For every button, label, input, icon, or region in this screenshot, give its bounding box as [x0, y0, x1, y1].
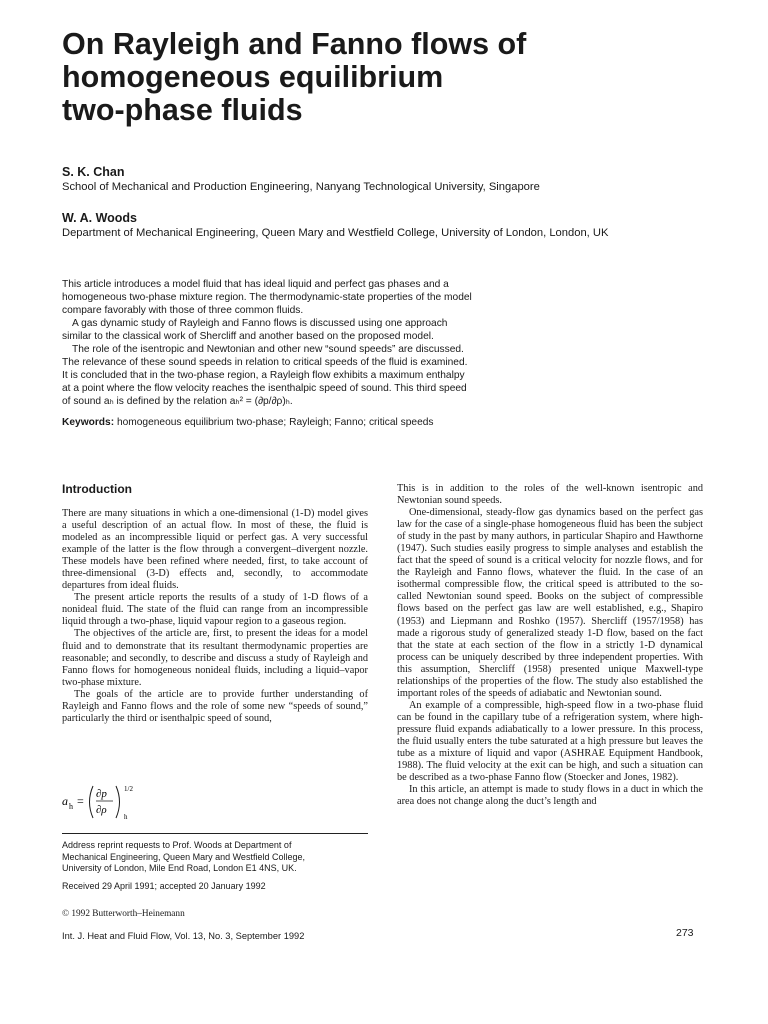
author-affiliation-1: School of Mechanical and Production Engineering, Nanyang Technological University, Singapore	[62, 181, 540, 193]
address-line: Mechanical Engineering, Queen Mary and Westfield College,	[62, 851, 305, 862]
eq-outer-sub: h	[124, 813, 128, 821]
abstract-line: This article introduces a model fluid that has ideal liquid and perfect gas phases and a	[62, 279, 449, 290]
eq-numerator: ∂p	[96, 788, 107, 800]
footnote-rule	[62, 833, 368, 834]
title-line-1: On Rayleigh and Fanno flows of	[62, 27, 527, 61]
eq-equals: =	[77, 794, 84, 808]
abstract-line: similar to the classical work of Shercliff and another based on the proposed model.	[62, 331, 434, 342]
paragraph: One-dimensional, steady-flow gas dynamics based on the perfect gas law for the case of a single-phase homogeneous fluid has been the subject of study in the past by many authors, in particular Shapiro and Hawthorne (1947). Such studies easily progress to simple analyses and establish the fact that the speed of sound is a critical velocity for nozzle flows, and for the Rayleigh and Fanno flows, whatever the fluid. In the case of an isothermal compressible flow, the critical speed is attributed to the so-called Newtonian sound speed. Books on the subject of compressible flows based on the perfect gas law are well established, e.g., Shapiro (1953) and Liepmann and Roshko (1957). Shercliff (1957/1958) has made a rigorous study of generalized steady 1-D flow, based on the fact that the state at each section of the flow in a strictly 1-D dynamical process can be uniquely described by three independent properties. With this assumption, Shercliff (1958) presented unique Maxwell-type relationships of the properties of the flow. The study also established the important roles of the speeds of adiabatic and Newtonian sound.	[397, 507, 703, 699]
title-line-3: two-phase fluids	[62, 93, 303, 127]
eq-lhs: a	[62, 794, 68, 808]
abstract	[62, 278, 702, 408]
footnote	[62, 840, 372, 892]
eq-power: 1/2	[124, 785, 133, 793]
abstract-line: The role of the isentropic and Newtonian and other new “sound speeds” are discussed.	[72, 344, 464, 355]
abstract-line: A gas dynamic study of Rayleigh and Fanno flows is discussed using one approach	[72, 318, 448, 329]
equation-isenthalpic-sound-speed	[62, 782, 182, 825]
paragraph: An example of a compressible, high-speed flow in a two-phase fluid can be found in the capillary tube of a refrigeration system, where high-pressure fluid expands adiabatically to a lower pressure. In this process, the fluid usually enters the tube saturated at a high pressure but leaves the tube as a mixture of liquid and vapor (ASHRAE Equipment Handbook, 1988). The fluid velocity at the exit can be high, and such a situation can be described as a two-phase Fanno flow (Stoecker and Jones, 1982).	[397, 699, 703, 784]
page-number: 273	[676, 927, 694, 939]
keywords	[62, 417, 434, 428]
abstract-line: It is concluded that in the two-phase region, a Rayleigh flow exhibits a maximum enthalpy	[62, 370, 465, 381]
eq-right-paren	[116, 786, 120, 818]
title-line-2: homogeneous equilibrium	[62, 60, 444, 94]
abstract-line: of sound aₕ is defined by the relation aₕ² = (∂p/∂ρ)ₕ.	[62, 396, 293, 407]
right-column	[397, 483, 703, 808]
paragraph: The goals of the article are to provide further understanding of Rayleigh and Fanno flows and the role of some new “speeds of sound,” particularly the third or isenthalpic speed of sound,	[62, 688, 368, 724]
author-affiliation-2: Department of Mechanical Engineering, Queen Mary and Westfield College, University of London, London, UK	[62, 227, 609, 239]
copyright: © 1992 Butterworth–Heinemann	[62, 909, 185, 919]
eq-left-paren	[90, 786, 94, 818]
paragraph: The objectives of the article are, first, to present the ideas for a model fluid and to demonstrate that its resultant thermodynamic properties are reasonable; and secondly, to describe and discuss a study of Rayleigh and Fanno flows for homogeneous nonideal fluids, including a liquid–vapor two-phase mixture.	[62, 628, 368, 688]
author-name-1: S. K. Chan	[62, 165, 125, 179]
equation-svg	[62, 782, 182, 822]
paragraph: This is in addition to the roles of the well-known isentropic and Newtonian sound speeds.	[397, 483, 703, 507]
author-name-2: W. A. Woods	[62, 211, 137, 225]
paper-title	[62, 28, 682, 127]
eq-lhs-sub: h	[69, 802, 73, 811]
abstract-line: at a point where the flow velocity reaches the isenthalpic speed of sound. This third speed	[62, 383, 467, 394]
keywords-text: homogeneous equilibrium two-phase; Rayleigh; Fanno; critical speeds	[116, 417, 434, 428]
abstract-line: The relevance of these sound speeds in relation to critical speeds of the fluid is examined.	[62, 357, 468, 368]
address-line: University of London, Mile End Road, London E1 4NS, UK.	[62, 863, 297, 873]
address-line: Address reprint requests to Prof. Woods at Department of	[62, 840, 292, 850]
received-dates: Received 29 April 1991; accepted 20 January 1992	[62, 880, 266, 891]
abstract-line: homogeneous two-phase mixture region. The thermodynamic-state properties of the model	[62, 292, 472, 303]
section-heading-introduction: Introduction	[62, 482, 132, 496]
paragraph: There are many situations in which a one-dimensional (1-D) model gives a useful description of an actual flow. In most of these, the fluid is modeled as an incompressible liquid or perfect gas. A very successful example of the latter is the flow through a convergent–divergent nozzle. These models have been refined where needed, first, to take account of three-dimensional (3-D) effects and, secondly, to accommodate departures from ideal fluids.	[62, 508, 368, 592]
abstract-line: compare favorably with those of three common fluids.	[62, 305, 304, 316]
keywords-label: Keywords:	[62, 417, 115, 428]
journal-citation: Int. J. Heat and Fluid Flow, Vol. 13, No. 3, September 1992	[62, 931, 305, 941]
left-column	[62, 508, 368, 725]
paragraph: In this article, an attempt is made to study flows in a duct in which the area does not change along the duct’s length and	[397, 784, 703, 808]
paragraph: The present article reports the results of a study of 1-D flows of a nonideal fluid. The state of the fluid can range from an incompressible liquid through a two-phase, liquid vapour region to a gaseous region.	[62, 592, 368, 628]
eq-denominator: ∂ρ	[96, 804, 107, 816]
